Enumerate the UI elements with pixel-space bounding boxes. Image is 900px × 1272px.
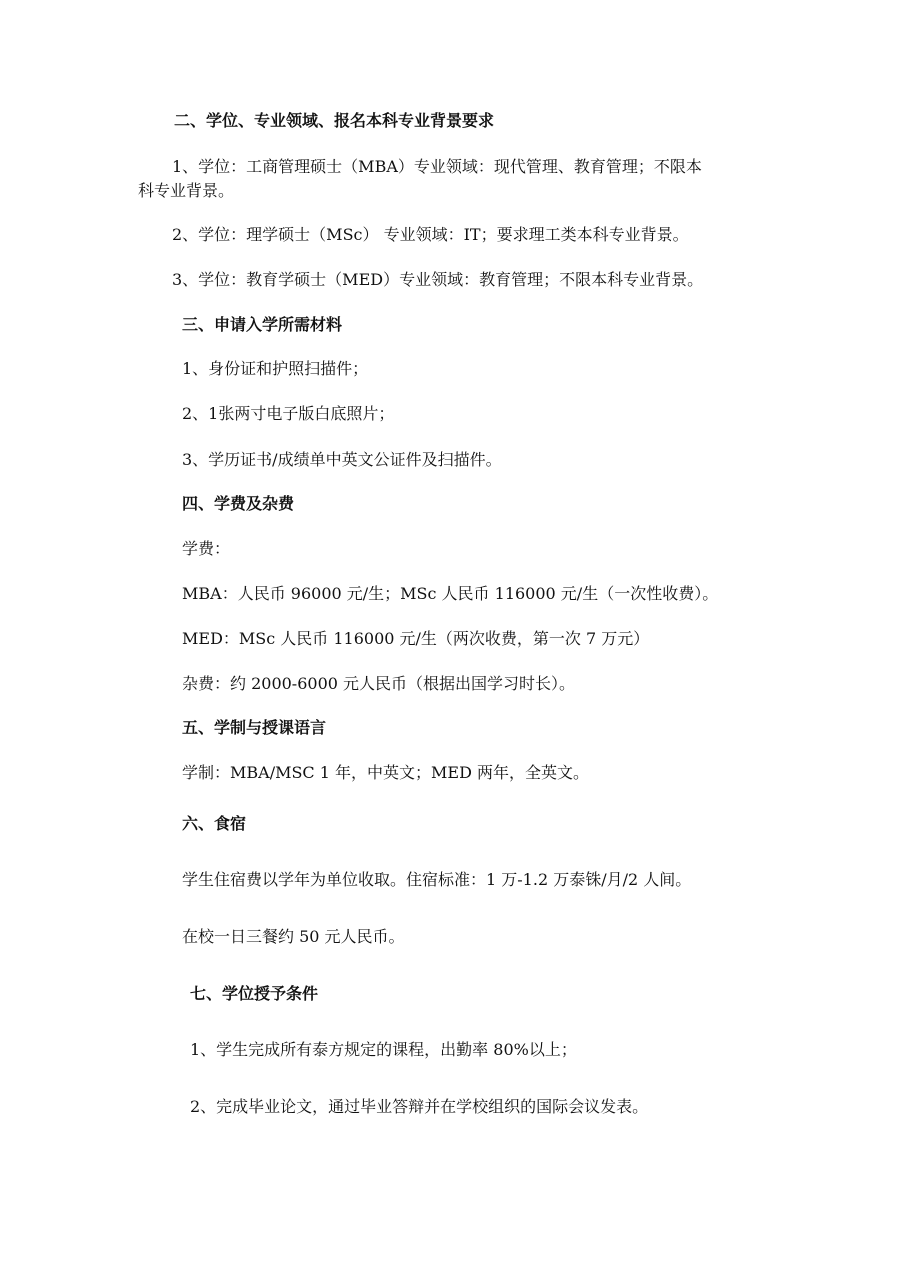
- accommodation-line-2: 在校一日三餐约 50 元人民币。: [182, 927, 405, 946]
- materials-item-3: 3、学历证书/成绩单中英文公证件及扫描件。: [182, 450, 502, 469]
- fees-line-3: 杂费：约 2000-6000 元人民币（根据出国学习时长）。: [182, 674, 576, 693]
- section-heading-schooling: 五、学制与授课语言: [182, 718, 327, 737]
- degree-item-1-line-2: 科专业背景。: [138, 181, 235, 200]
- conditions-item-1: 1、学生完成所有泰方规定的课程，出勤率 80%以上；: [190, 1040, 577, 1059]
- materials-item-1: 1、身份证和护照扫描件；: [182, 359, 369, 378]
- degree-item-2: 2、学位：理学硕士（MSc） 专业领域：IT；要求理工类本科专业背景。: [172, 225, 689, 244]
- section-heading-accommodation: 六、食宿: [182, 814, 247, 833]
- accommodation-line-1: 学生住宿费以学年为单位收取。住宿标准：1 万-1.2 万泰铢/月/2 人间。: [182, 870, 692, 889]
- degree-item-3: 3、学位：教育学硕士（MED）专业领域：教育管理；不限本科专业背景。: [172, 270, 704, 289]
- fees-label: 学费：: [182, 539, 231, 558]
- schooling-line-1: 学制：MBA/MSC 1 年，中英文；MED 两年，全英文。: [182, 763, 590, 782]
- fees-line-2: MED：MSc 人民币 116000 元/生（两次收费，第一次 7 万元）: [182, 629, 650, 648]
- section-heading-materials: 三、申请入学所需材料: [182, 315, 343, 334]
- section-heading-degree-conditions: 七、学位授予条件: [190, 984, 319, 1003]
- conditions-item-2: 2、完成毕业论文，通过毕业答辩并在学校组织的国际会议发表。: [190, 1097, 649, 1116]
- section-heading-fees: 四、学费及杂费: [182, 494, 295, 513]
- fees-line-1: MBA：人民币 96000 元/生；MSc 人民币 116000 元/生（一次性收费）。: [182, 584, 719, 603]
- materials-item-2: 2、1张两寸电子版白底照片；: [182, 404, 395, 423]
- degree-item-1-line-1: 1、学位：工商管理硕士（MBA）专业领域：现代管理、教育管理；不限本: [172, 157, 702, 176]
- section-heading-degree: 二、学位、专业领域、报名本科专业背景要求: [174, 111, 495, 130]
